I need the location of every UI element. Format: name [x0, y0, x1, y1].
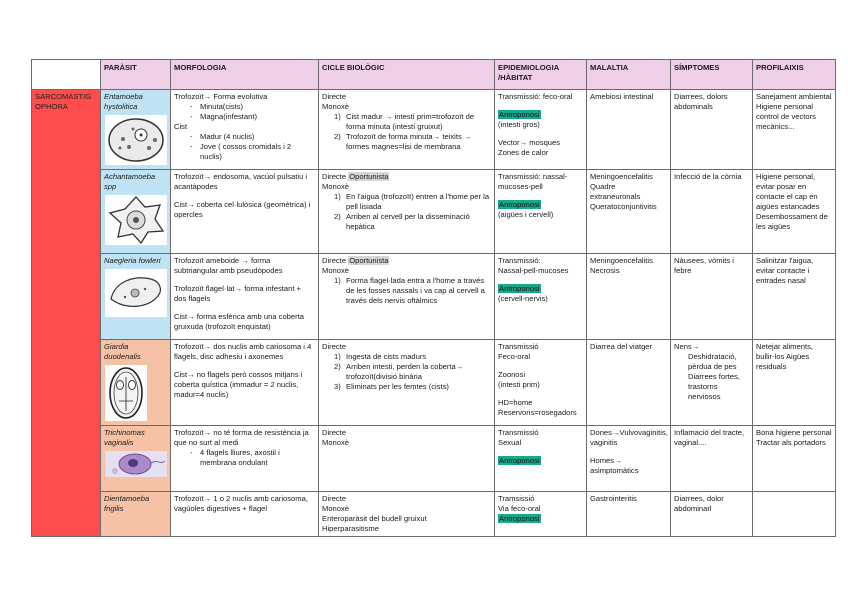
parasite-cell: Entamoeba hystolitica [101, 90, 171, 170]
table-row [32, 426, 836, 492]
parasite-cell: Naegleria fowleri [101, 254, 171, 340]
profilaxis-cell: Netejar aliments, bullir-los Aigües residuals [753, 340, 836, 426]
table-row [32, 170, 836, 254]
cicle-cell: Directe Monoxè 1) Cist madur → intestí prim=trofozoït de forma minuta (intestí gruixut) 2) Trofozoït de forma minuta→ teixits → formes magnes=lisi de membrana [319, 90, 495, 170]
simptomes-cell: Diarrees, dolor abdominarl [671, 492, 753, 537]
profilaxis-cell: Sanejament ambiental Higiene personal control de vectors mecànics... [753, 90, 836, 170]
parasite-cell: Trichinomas vaginalis [101, 426, 171, 492]
parasite-table [31, 59, 836, 537]
entamoeba-illustration [105, 115, 167, 165]
profilaxis-cell: Higiene personal, evitar posar en contacte el cap en aigües estancades Desembossament de les aigües [753, 170, 836, 254]
epidemiologia-cell: Transmissió: nassal-mucoses-pell Antroponosi (aigües i cervell) [495, 170, 587, 254]
parasite-cell: Giardia duodenalis [101, 340, 171, 426]
acanthamoeba-illustration [105, 195, 167, 245]
giardia-illustration [105, 365, 147, 421]
header-epidemiologia: EPIDEMIOLOGIA /HÀBITAT [495, 60, 587, 90]
parasite-cell: Achantamoeba spp [101, 170, 171, 254]
simptomes-cell: Nàusees, vòmits i febre [671, 254, 753, 340]
header-simptomes: SÍMPTOMES [671, 60, 753, 90]
group-label: SARCOMASTIG OPHORA [32, 90, 101, 537]
simptomes-cell: Diarrees, dolors abdominals [671, 90, 753, 170]
epidemiologia-cell: Transmissió: feco-oral Antroponosi (intesti gros) Vector→ mosques Zones de calor [495, 90, 587, 170]
antroponosi-highlight: Antroponosi [499, 284, 540, 294]
epidemiologia-cell: Tramsissió Via feco-oral Antroponosi [495, 492, 587, 537]
antroponosi-highlight: Antroponosi [499, 456, 540, 466]
cicle-cell: Directe Monoxè [319, 426, 495, 492]
naegleria-illustration [105, 269, 167, 317]
header-cicle: CICLE BIOLÒGIC [319, 60, 495, 90]
malaltia-cell: Meningoencefalitis Quadre extraneuronals Queratoconjuntivitis [587, 170, 671, 254]
cicle-cell: Directe 1) Ingesta de cists madurs 2) Arriben intesti, perden la coberta→ trofozoït(divisió binària 3) Eliminats per les femtes (cists) [319, 340, 495, 426]
antroponosi-highlight: Antroponosi [499, 514, 540, 524]
header-row [32, 60, 836, 90]
epidemiologia-cell: Transmissió: Nassal-pell-mucoses Antroponosi (cervell-nervis) [495, 254, 587, 340]
profilaxis-cell: Bona higiene personal Tractar als portadors [753, 426, 836, 492]
malaltia-cell: Diarrea del viatger [587, 340, 671, 426]
morfologia-cell: Trofozoït→ endosoma, vacúol pulsatiu i acantàpodes Cist→ coberta cel·lulòsica (geomètrica) i opercles [171, 170, 319, 254]
simptomes-cell: Infecció de la còrnia [671, 170, 753, 254]
header-malaltia: MALALTIA [587, 60, 671, 90]
malaltia-cell: Meningoencefalitis Necrosis [587, 254, 671, 340]
cicle-cell: Directe Oportunista Monoxè 1) En l'aigua (trofozoït) entren a l'home per la pell lisiada 2) Arriben al cervell per la disseminació hepàtica [319, 170, 495, 254]
epidemiologia-cell: Transmissió Feco-oral Zoonosi (intesti prim) HD=home Reservoris=rosegadors [495, 340, 587, 426]
antroponosi-highlight: Antroponosi [499, 110, 540, 120]
table-row [32, 90, 836, 170]
malaltia-cell: Gastrointeritis [587, 492, 671, 537]
morfologia-cell: Trofozoït ameboide → forma subtriangular amb pseudòpodes Trofozoït flagel·lat→ forma infestant + dos flagels Cist→ forma esfèrica amb una coberta gruixuda (trofozoït enquistat) [171, 254, 319, 340]
morfologia-cell: Trofozoït→ dos nuclis amb cariosoma i 4 flagels, disc adhesiu i axonemes Cist→ no flagels però cossos mitjans i coberta quística (immadur = 2 nuclis, madur=4 nuclis) [171, 340, 319, 426]
epidemiologia-cell: Transmissió Sexual Antroponosi [495, 426, 587, 492]
simptomes-cell: Nens→ Deshidratació, pèrdua de pes Diarrees fortes, trastorns nerviosos [671, 340, 753, 426]
trichomonas-illustration [105, 451, 167, 477]
header-profilaxis: PROFILAIXIS [753, 60, 836, 90]
morfologia-cell: Trofozoït→ Forma evolutiva - Minuta(cists) - Magna(infestant) Cist - Madur (4 nuclis) - Jove ( cossos cromidals i 2 nuclis) [171, 90, 319, 170]
malaltia-cell: Dones→Vulvovaginitis, vaginitis Homes→ asimptomàtics [587, 426, 671, 492]
table-row [32, 254, 836, 340]
header-parasit: PARÀSIT [101, 60, 171, 90]
table-row [32, 340, 836, 426]
morf-list: - Minuta(cists) - Magna(infestant) [174, 102, 315, 122]
parasite-cell: Dientamoeba frigilis [101, 492, 171, 537]
morfologia-cell: Trofozoït→ no té forma de resistència ja que no surt al medi - 4 flagels lliures, axostil i membrana ondulant [171, 426, 319, 492]
header-morfologia: MORFOLOGIA [171, 60, 319, 90]
table-row [32, 492, 836, 537]
header-blank [32, 60, 101, 90]
cicle-cell: Directe Monoxè Enteroparàsit del budell gruixut Hiperparasitisme [319, 492, 495, 537]
profilaxis-cell: Salinitzar l'aigua, evitar contacte i entrades nasal [753, 254, 836, 340]
cicle-cell: Directe Oportunista Monoxè 1) Forma flagel·lada entra a l'home a través de les fosses nassals i va cap al cervell a través dels nervis oftàlmics [319, 254, 495, 340]
simptomes-cell: Inflamació del tracte, vaginal.... [671, 426, 753, 492]
malaltia-cell: Amebiosi intestinal [587, 90, 671, 170]
profilaxis-cell [753, 492, 836, 537]
antroponosi-highlight: Antroponosi [499, 200, 540, 210]
morfologia-cell: Trofozoït→ 1 o 2 nuclis amb cariosoma, vagúoles digestives + flagel [171, 492, 319, 537]
